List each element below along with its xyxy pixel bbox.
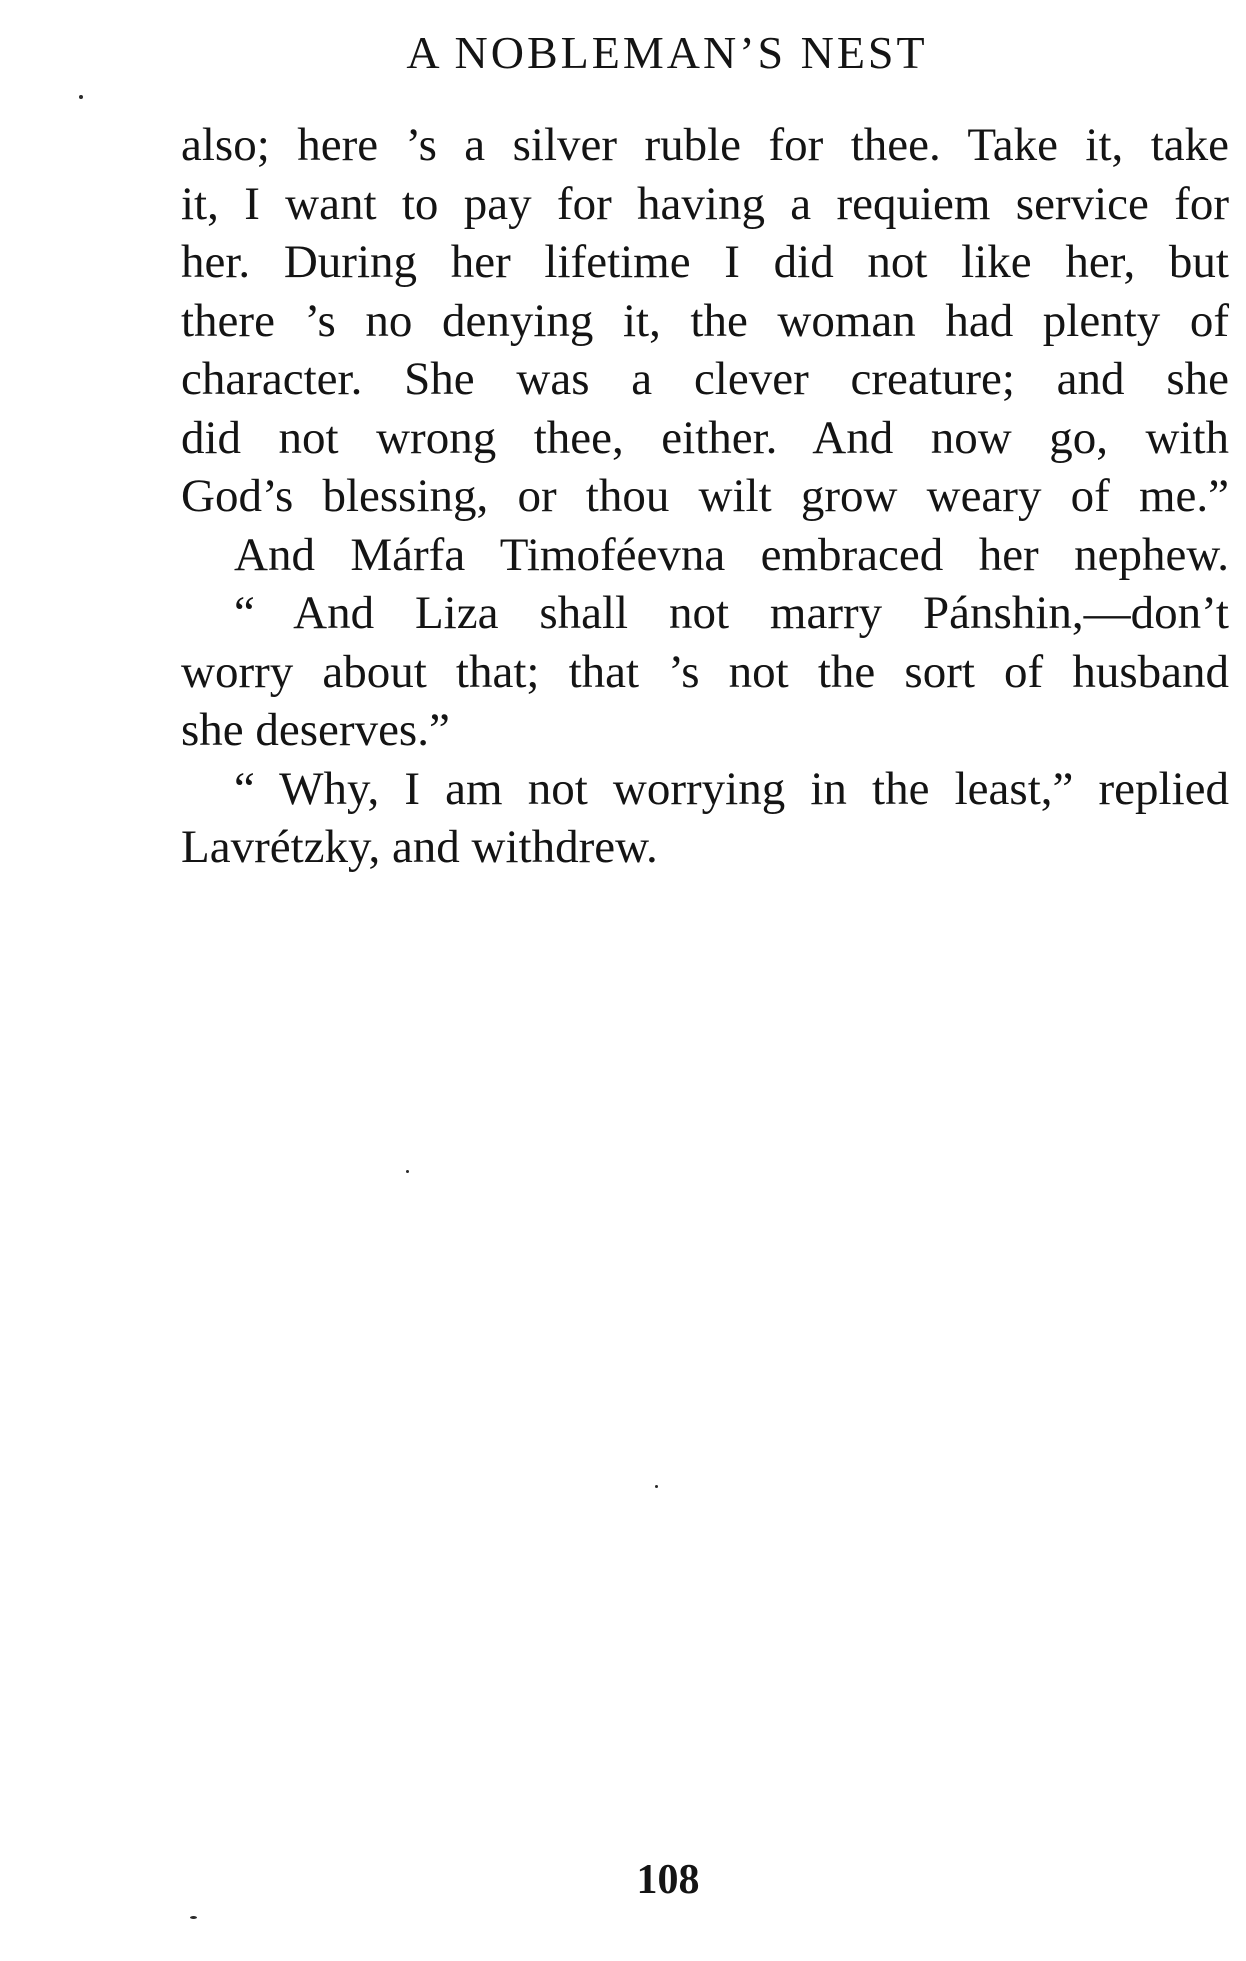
text-line: did not wrong thee, either. And now go, with xyxy=(181,411,1229,464)
text-line: Lavrétzky, and withdrew. xyxy=(181,821,658,873)
text-line: character. She was a clever creature; and she xyxy=(181,353,1229,405)
page-number: 108 xyxy=(636,1857,700,1903)
text-line: her. During her lifetime I did not like her, but xyxy=(181,236,1229,288)
scan-speck xyxy=(79,95,83,99)
text-line: And Márfa Timoféevna embraced her nephew. xyxy=(234,528,1229,581)
text-line: “ Why, I am not worrying in the least,” replied xyxy=(234,762,1229,815)
text-line: worry about that; that ’s not the sort of husband xyxy=(181,645,1229,698)
text-line: God’s blessing, or thou wilt grow weary of me.” xyxy=(181,470,1229,522)
scan-speck xyxy=(655,1485,658,1488)
text-line: she deserves.” xyxy=(181,704,450,756)
text-line: there ’s no denying it, the woman had plenty of xyxy=(181,294,1229,347)
text-line: it, I want to pay for having a requiem service for xyxy=(181,177,1229,230)
body-text xyxy=(181,116,1229,877)
text-line: also; here ’s a silver ruble for thee. Take it, take xyxy=(181,119,1229,171)
scan-speck xyxy=(190,1916,197,1919)
running-title: A NOBLEMAN’S NEST xyxy=(406,27,928,78)
scan-speck xyxy=(406,1170,409,1173)
text-line: “ And Liza shall not marry Pánshin,—don’t xyxy=(234,587,1229,639)
